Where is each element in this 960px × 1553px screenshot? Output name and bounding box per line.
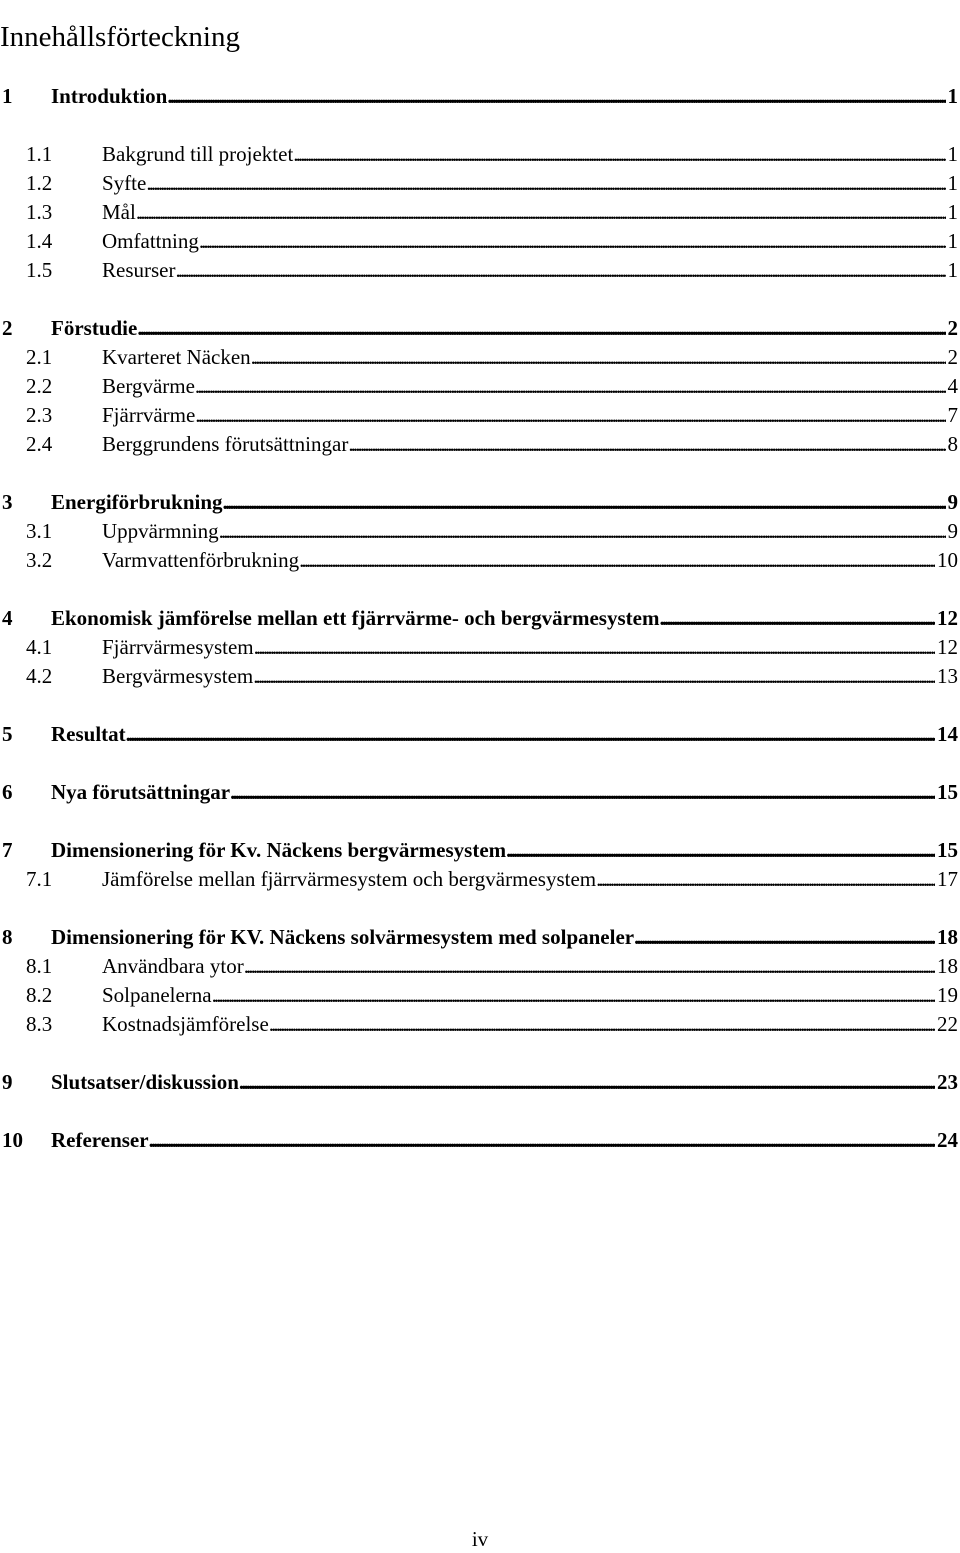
toc-entry-page: 8 <box>946 430 960 458</box>
toc-entry-number: 4 <box>2 604 13 632</box>
toc-entry[interactable] <box>0 633 960 661</box>
toc-dot-leader <box>167 82 945 110</box>
toc-dot-leader <box>136 198 946 226</box>
toc-entry[interactable] <box>0 981 960 1009</box>
toc-entry-title: Kvarteret Näcken <box>102 343 251 371</box>
toc-entry-page: 18 <box>935 923 960 951</box>
toc-entry-number: 7 <box>2 836 13 864</box>
toc-entry-title: Fjärrvärme <box>102 401 195 429</box>
toc-entry-title: Uppvärmning <box>102 517 219 545</box>
toc-entry-title: Solpanelerna <box>102 981 212 1009</box>
toc-entry-page: 9 <box>946 517 960 545</box>
toc-entry-number: 8.2 <box>26 981 52 1009</box>
toc-entry[interactable] <box>0 227 960 255</box>
toc-entry[interactable] <box>0 1126 960 1154</box>
toc-entry-number: 1.1 <box>26 140 52 168</box>
toc-dot-leader <box>348 430 945 458</box>
toc-dot-leader <box>239 1068 935 1096</box>
toc-entry-title: Varmvattenförbrukning <box>102 546 299 574</box>
toc-entry[interactable] <box>0 256 960 284</box>
toc-entry-page: 12 <box>935 604 960 632</box>
toc-entry[interactable] <box>0 401 960 429</box>
toc-entry-page: 12 <box>935 633 960 661</box>
toc-entry-title: Resurser <box>102 256 175 284</box>
toc-entry-page: 18 <box>935 952 960 980</box>
toc-entry-page: 15 <box>935 778 960 806</box>
toc-entry-number: 8.3 <box>26 1010 52 1038</box>
toc-entry-page: 24 <box>935 1126 960 1154</box>
toc-entry-title: Bergvärmesystem <box>102 662 253 690</box>
toc-entry-page: 2 <box>946 343 960 371</box>
toc-entry-page: 1 <box>946 227 960 255</box>
toc-entry[interactable] <box>0 1010 960 1038</box>
toc-entry[interactable] <box>0 430 960 458</box>
toc-dot-leader <box>195 372 946 400</box>
toc-dot-leader <box>659 604 935 632</box>
toc-entry[interactable] <box>0 604 960 632</box>
toc-dot-leader <box>299 546 935 574</box>
toc-entry-page: 4 <box>946 372 960 400</box>
toc-entry-page: 7 <box>946 401 960 429</box>
toc-entry-number: 1.2 <box>26 169 52 197</box>
toc-entry[interactable] <box>0 836 960 864</box>
toc-entry-number: 2 <box>2 314 13 342</box>
toc-entry-page: 19 <box>935 981 960 1009</box>
toc-dot-leader <box>251 343 946 371</box>
toc-entry[interactable] <box>0 343 960 371</box>
toc-entry-number: 1.3 <box>26 198 52 226</box>
toc-entry-title: Berggrundens förutsättningar <box>102 430 348 458</box>
toc-entry[interactable] <box>0 198 960 226</box>
toc-entry-title: Introduktion <box>51 82 167 110</box>
toc-entry[interactable] <box>0 662 960 690</box>
toc-entry-page: 1 <box>946 198 960 226</box>
toc-dot-leader <box>506 836 935 864</box>
toc-entry-number: 9 <box>2 1068 13 1096</box>
toc-entry-page: 15 <box>935 836 960 864</box>
toc-entry-number: 2.3 <box>26 401 52 429</box>
toc-entry-number: 7.1 <box>26 865 52 893</box>
toc-entry-title: Bakgrund till projektet <box>102 140 293 168</box>
toc-dot-leader <box>175 256 945 284</box>
toc-entry-page: 13 <box>935 662 960 690</box>
toc-entry-page: 17 <box>935 865 960 893</box>
toc-entry-page: 1 <box>946 169 960 197</box>
toc-dot-leader <box>596 865 935 893</box>
toc-entry-title: Slutsatser/diskussion <box>51 1068 239 1096</box>
toc-entry-page: 1 <box>946 82 960 110</box>
toc-entry-title: Mål <box>102 198 136 226</box>
toc-entry-page: 10 <box>935 546 960 574</box>
toc-entry-number: 4.2 <box>26 662 52 690</box>
toc-entry[interactable] <box>0 314 960 342</box>
toc-entry[interactable] <box>0 720 960 748</box>
toc-entry-number: 1.5 <box>26 256 52 284</box>
toc-dot-leader <box>223 488 946 516</box>
toc-entry[interactable] <box>0 140 960 168</box>
toc-entry-number: 1 <box>2 82 13 110</box>
toc-entry-title: Resultat <box>51 720 126 748</box>
toc-entry-number: 1.4 <box>26 227 52 255</box>
toc-dot-leader <box>199 227 946 255</box>
toc-entry-title: Fjärrvärmesystem <box>102 633 254 661</box>
toc-entry-number: 8.1 <box>26 952 52 980</box>
toc-entry[interactable] <box>0 546 960 574</box>
toc-entry[interactable] <box>0 82 960 110</box>
toc-entry-number: 10 <box>2 1126 23 1154</box>
toc-entry-page: 2 <box>946 314 960 342</box>
toc-entry-page: 23 <box>935 1068 960 1096</box>
toc-entry-number: 3.2 <box>26 546 52 574</box>
toc-entry-title: Nya förutsättningar <box>51 778 230 806</box>
toc-entry-title: Syfte <box>102 169 146 197</box>
toc-entry-number: 8 <box>2 923 13 951</box>
toc-dot-leader <box>219 517 946 545</box>
toc-entry[interactable] <box>0 1068 960 1096</box>
toc-dot-leader <box>195 401 945 429</box>
toc-entry-title: Förstudie <box>51 314 137 342</box>
toc-entry[interactable] <box>0 517 960 545</box>
toc-entry-number: 3.1 <box>26 517 52 545</box>
toc-dot-leader <box>146 169 945 197</box>
toc-entry[interactable] <box>0 923 960 951</box>
toc-dot-leader <box>137 314 945 342</box>
toc-dot-leader <box>253 662 935 690</box>
toc-entry-title: Kostnadsjämförelse <box>102 1010 269 1038</box>
toc-entry[interactable] <box>0 372 960 400</box>
toc-entry-title: Bergvärme <box>102 372 195 400</box>
toc-dot-leader <box>254 633 935 661</box>
toc-entry-page: 1 <box>946 256 960 284</box>
toc-dot-leader <box>126 720 935 748</box>
toc-entry-title: Dimensionering för Kv. Näckens bergvärmesystem <box>51 836 506 864</box>
toc-entry-number: 2.2 <box>26 372 52 400</box>
page-number: iv <box>0 1525 960 1553</box>
toc-dot-leader <box>244 952 935 980</box>
toc-entry-title: Ekonomisk jämförelse mellan ett fjärrvärme- och bergvärmesystem <box>51 604 659 632</box>
toc-dot-leader <box>269 1010 935 1038</box>
toc-entry[interactable] <box>0 488 960 516</box>
toc-entry-number: 6 <box>2 778 13 806</box>
toc-entry-number: 2.4 <box>26 430 52 458</box>
toc-entry-page: 1 <box>946 140 960 168</box>
toc-entry[interactable] <box>0 169 960 197</box>
toc-dot-leader <box>230 778 935 806</box>
toc-entry-title: Omfattning <box>102 227 199 255</box>
toc-entry-number: 5 <box>2 720 13 748</box>
page-title: Innehållsförteckning <box>0 19 240 55</box>
toc-entry-title: Energiförbrukning <box>51 488 223 516</box>
toc-entry-number: 2.1 <box>26 343 52 371</box>
toc-dot-leader <box>212 981 935 1009</box>
toc-dot-leader <box>149 1126 935 1154</box>
toc-entry-title: Dimensionering för KV. Näckens solvärmesystem med solpaneler <box>51 923 634 951</box>
toc-dot-leader <box>293 140 945 168</box>
toc-entry[interactable] <box>0 952 960 980</box>
toc-entry-title: Referenser <box>51 1126 149 1154</box>
toc-entry-page: 22 <box>935 1010 960 1038</box>
toc-entry-page: 14 <box>935 720 960 748</box>
toc-entry[interactable] <box>0 865 960 893</box>
toc-entry-page: 9 <box>946 488 960 516</box>
toc-entry-title: Jämförelse mellan fjärrvärmesystem och bergvärmesystem <box>102 865 596 893</box>
toc-dot-leader <box>634 923 935 951</box>
toc-entry-title: Användbara ytor <box>102 952 244 980</box>
toc-entry-number: 4.1 <box>26 633 52 661</box>
toc-entry[interactable] <box>0 778 960 806</box>
toc-entry-number: 3 <box>2 488 13 516</box>
